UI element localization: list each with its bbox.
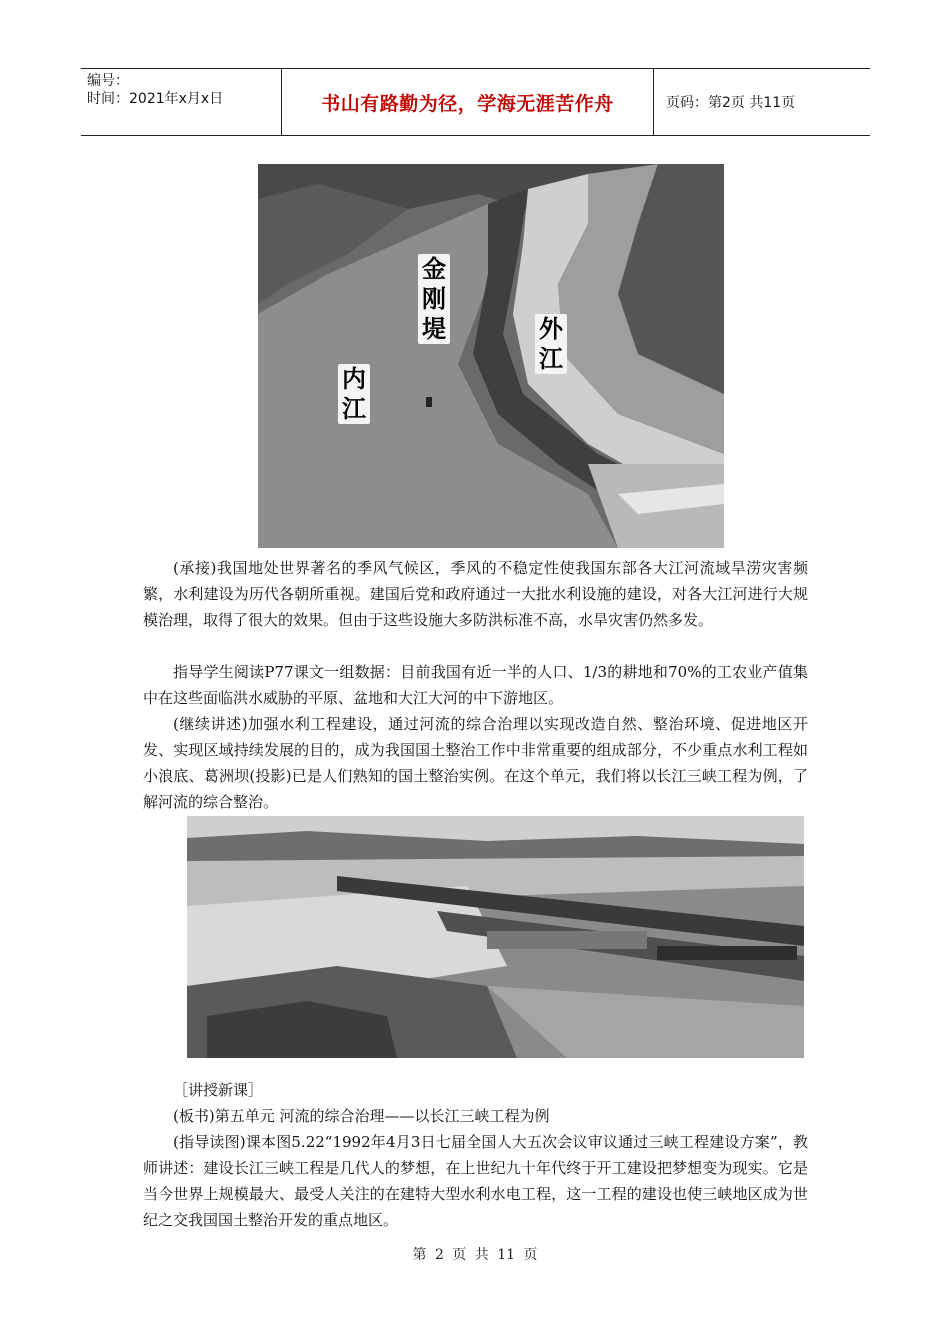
gezhouba-photo (187, 816, 804, 1058)
document-number-label: 编号： (87, 73, 129, 89)
paragraph-data: 指导学生阅读P77课文一组数据：目前我国有近一半的人口、1/3的耕地和70%的工农业产值集中在这些面临洪水威胁的平原、盆地和大江大河的中下游地区。 (143, 663, 808, 707)
label-dike-char-1: 金 (422, 255, 446, 283)
paragraph-reading-figure: (指导读图)课本图5.22“1992年4月3日七届全国人大五次会议审议通过三峡工程建设方案”，教师讲述：建设长江三峡工程是几代人的梦想，在上世纪九十年代终于开工建设把梦想变为现实。它是当今世界上规模最大、最受人关注的在建特大型水利水电工程，这一工程的建设也使三峡地区成为世纪之交我国国土整治开发的重点地区。 (143, 1133, 808, 1229)
label-inner-river (338, 364, 370, 424)
header-meta (81, 69, 281, 135)
label-outer-river (535, 314, 567, 374)
label-outer-river-char-1: 外 (539, 315, 563, 343)
label-dike (418, 254, 450, 344)
label-outer-river-char-2: 江 (539, 345, 563, 373)
board-line: (板书)第五单元 河流的综合治理——以长江三峡工程为例 (173, 1107, 550, 1125)
header-page-number: 页码：第2页 共11页 (666, 95, 796, 111)
dujiangyan-photo (258, 164, 724, 548)
paragraph-intro: (承接)我国地处世界著名的季风气候区，季风的不稳定性使我国东部各大江河流域旱涝灾害频繁，水利建设为历代各朝所重视。建国后党和政府通过一大批水利设施的建设，对各大江河进行大规模治理，取得了很大的效果。但由于这些设施大多防洪标准不高，水旱灾害仍然多发。 (143, 559, 808, 629)
dujiangyan-photo-image (258, 164, 724, 548)
paragraph-continue: (继续讲述)加强水利工程建设，通过河流的综合治理以实现改造自然、整治环境、促进地区开发、实现区域持续发展的目的，成为我国国土整治工作中非常重要的组成部分，不少重点水利工程如小浪底、葛洲坝(投影)已是人们熟知的国土整治实例。在这个单元，我们将以长江三峡工程为例，了解河流的综合整治。 (143, 715, 808, 811)
page-footer: 第 2 页 共 11 页 (412, 1247, 538, 1263)
label-dike-char-2: 刚 (422, 285, 446, 313)
section-heading: ［讲授新课］ (173, 1081, 264, 1099)
page-header (81, 68, 870, 136)
header-motto: 书山有路勤为径，学海无涯苦作舟 (281, 69, 654, 135)
document-time-label: 时间：2021年x月x日 (87, 91, 224, 107)
gezhouba-photo-image (187, 816, 804, 1058)
label-inner-river-char-1: 内 (342, 365, 366, 393)
label-dike-char-3: 堤 (422, 315, 446, 343)
label-inner-river-char-2: 江 (342, 395, 366, 423)
